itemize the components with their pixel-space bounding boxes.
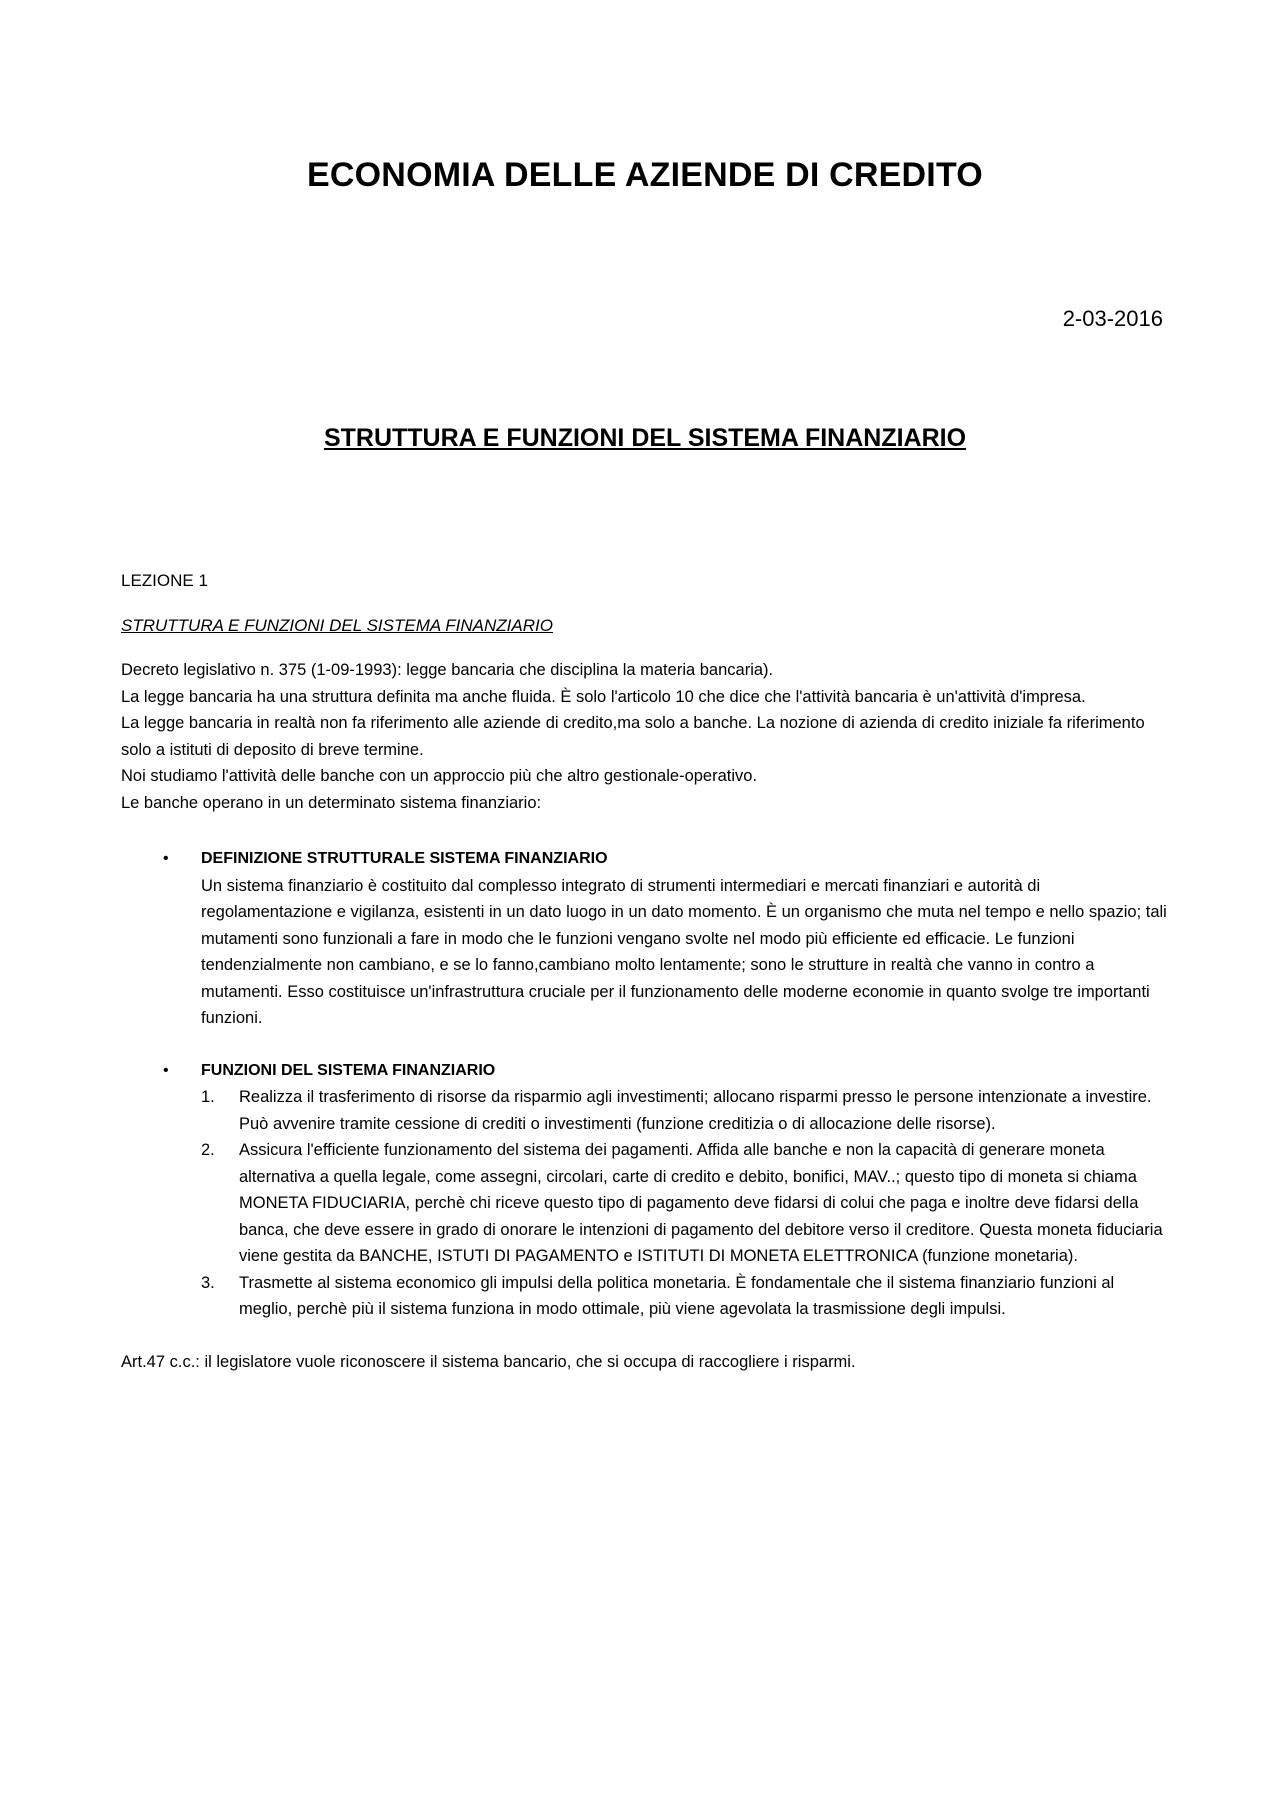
intro-paragraph: La legge bancaria ha una struttura definita ma anche fluida. È solo l'articolo 10 che dice che l'attività bancaria è un'attività d'impresa. [121, 687, 1086, 706]
intro-paragraph: Le banche operano in un determinato sistema finanziario: [121, 793, 542, 812]
numbered-item [201, 1084, 1171, 1137]
item-text: Assicura l'efficiente funzionamento del sistema dei pagamenti. Affida alle banche e non la capacità di generare moneta alternativa a quella legale, come assegni, circolari, carte di credito e debito, bonifici, MAV..; questo tipo di moneta si chiama MONETA FIDUCIARIA, perchè chi riceve questo tipo di pagamento deve fidarsi di colui che paga e inoltre deve fidarsi della banca, che deve essere in grado di onorare le intenzioni di pagamento del debitore verso il creditore. Questa moneta fiduciaria viene gestita da BANCHE, ISTUTI DI PAGAMENTO e ISTITUTI DI MONETA ELETTRONICA (funzione monetaria). [239, 1141, 1163, 1265]
item-number: 1. [201, 1088, 215, 1106]
bullet-marker: • [163, 1061, 169, 1079]
item-text: Trasmette al sistema economico gli impulsi della politica monetaria. È fondamentale che il sistema finanziario funzioni al meglio, perchè più il sistema funziona in modo ottimale, più viene agevolata la trasmissione degli impulsi. [239, 1273, 1115, 1318]
closing-paragraph: Art.47 c.c.: il legislatore vuole riconoscere il sistema bancario, che si occupa di raccogliere i risparmi. [121, 1352, 856, 1371]
lesson-subtitle: STRUTTURA E FUNZIONI DEL SISTEMA FINANZIARIO [121, 615, 553, 635]
bullet-heading: FUNZIONI DEL SISTEMA FINANZIARIO [201, 1061, 496, 1079]
numbered-list [201, 1084, 1171, 1323]
numbered-item [201, 1137, 1171, 1270]
bullet-item [121, 846, 1171, 1032]
item-number: 2. [201, 1141, 215, 1159]
bullet-marker: • [163, 850, 169, 867]
numbered-item [201, 1270, 1171, 1323]
intro-paragraph: Decreto legislativo n. 375 (1-09-1993): legge bancaria che disciplina la materia bancaria). [121, 661, 774, 679]
item-number: 3. [201, 1273, 215, 1292]
intro-paragraph: La legge bancaria in realtà non fa riferimento alle aziende di credito,ma solo a banche. La nozione di azienda di credito iniziale fa riferimento solo a istituti di deposito di breve termine. [121, 714, 1145, 759]
document-date: 2-03-2016 [1062, 306, 1163, 331]
section-title: STRUTTURA E FUNZIONI DEL SISTEMA FINANZIARIO [323, 424, 967, 452]
bullet-heading: DEFINIZIONE STRUTTURALE SISTEMA FINANZIARIO [201, 850, 608, 867]
document-body [121, 568, 1171, 1375]
bullet-body: Un sistema finanziario è costituito dal complesso integrato di strumenti intermediari e mercati finanziari e autorità di regolamentazione e vigilanza, esistenti in un dato luogo in un dato momento. È un organismo che muta nel tempo e nello spazio; tali mutamenti sono funzionali a fare in modo che le funzioni vengano svolte nel modo più efficiente ed efficacie. Le funzioni tendenzialmente non cambiano, e se lo fanno,cambiano molto lentamente; sono le strutture in realtà che vanno in contro a mutamenti. Esso costituisce un'infrastruttura cruciale per il funzionamento delle moderne economie in quanto svolge tre importanti funzioni. [201, 876, 1167, 1027]
intro-paragraph: Noi studiamo l'attività delle banche con un approccio più che altro gestionale-operativo. [121, 767, 758, 785]
item-text: Realizza il trasferimento di risorse da risparmio agli investimenti; allocano risparmi presso le persone intenzionate a investire. Può avvenire tramite cessione di crediti o investimenti (funzione creditizia o di allocazione delle risorse). [239, 1088, 1152, 1133]
document-title: ECONOMIA DELLE AZIENDE DI CREDITO [307, 156, 983, 194]
bullet-list [121, 846, 1171, 1323]
lesson-label: LEZIONE 1 [121, 571, 208, 590]
bullet-item [121, 1058, 1171, 1323]
